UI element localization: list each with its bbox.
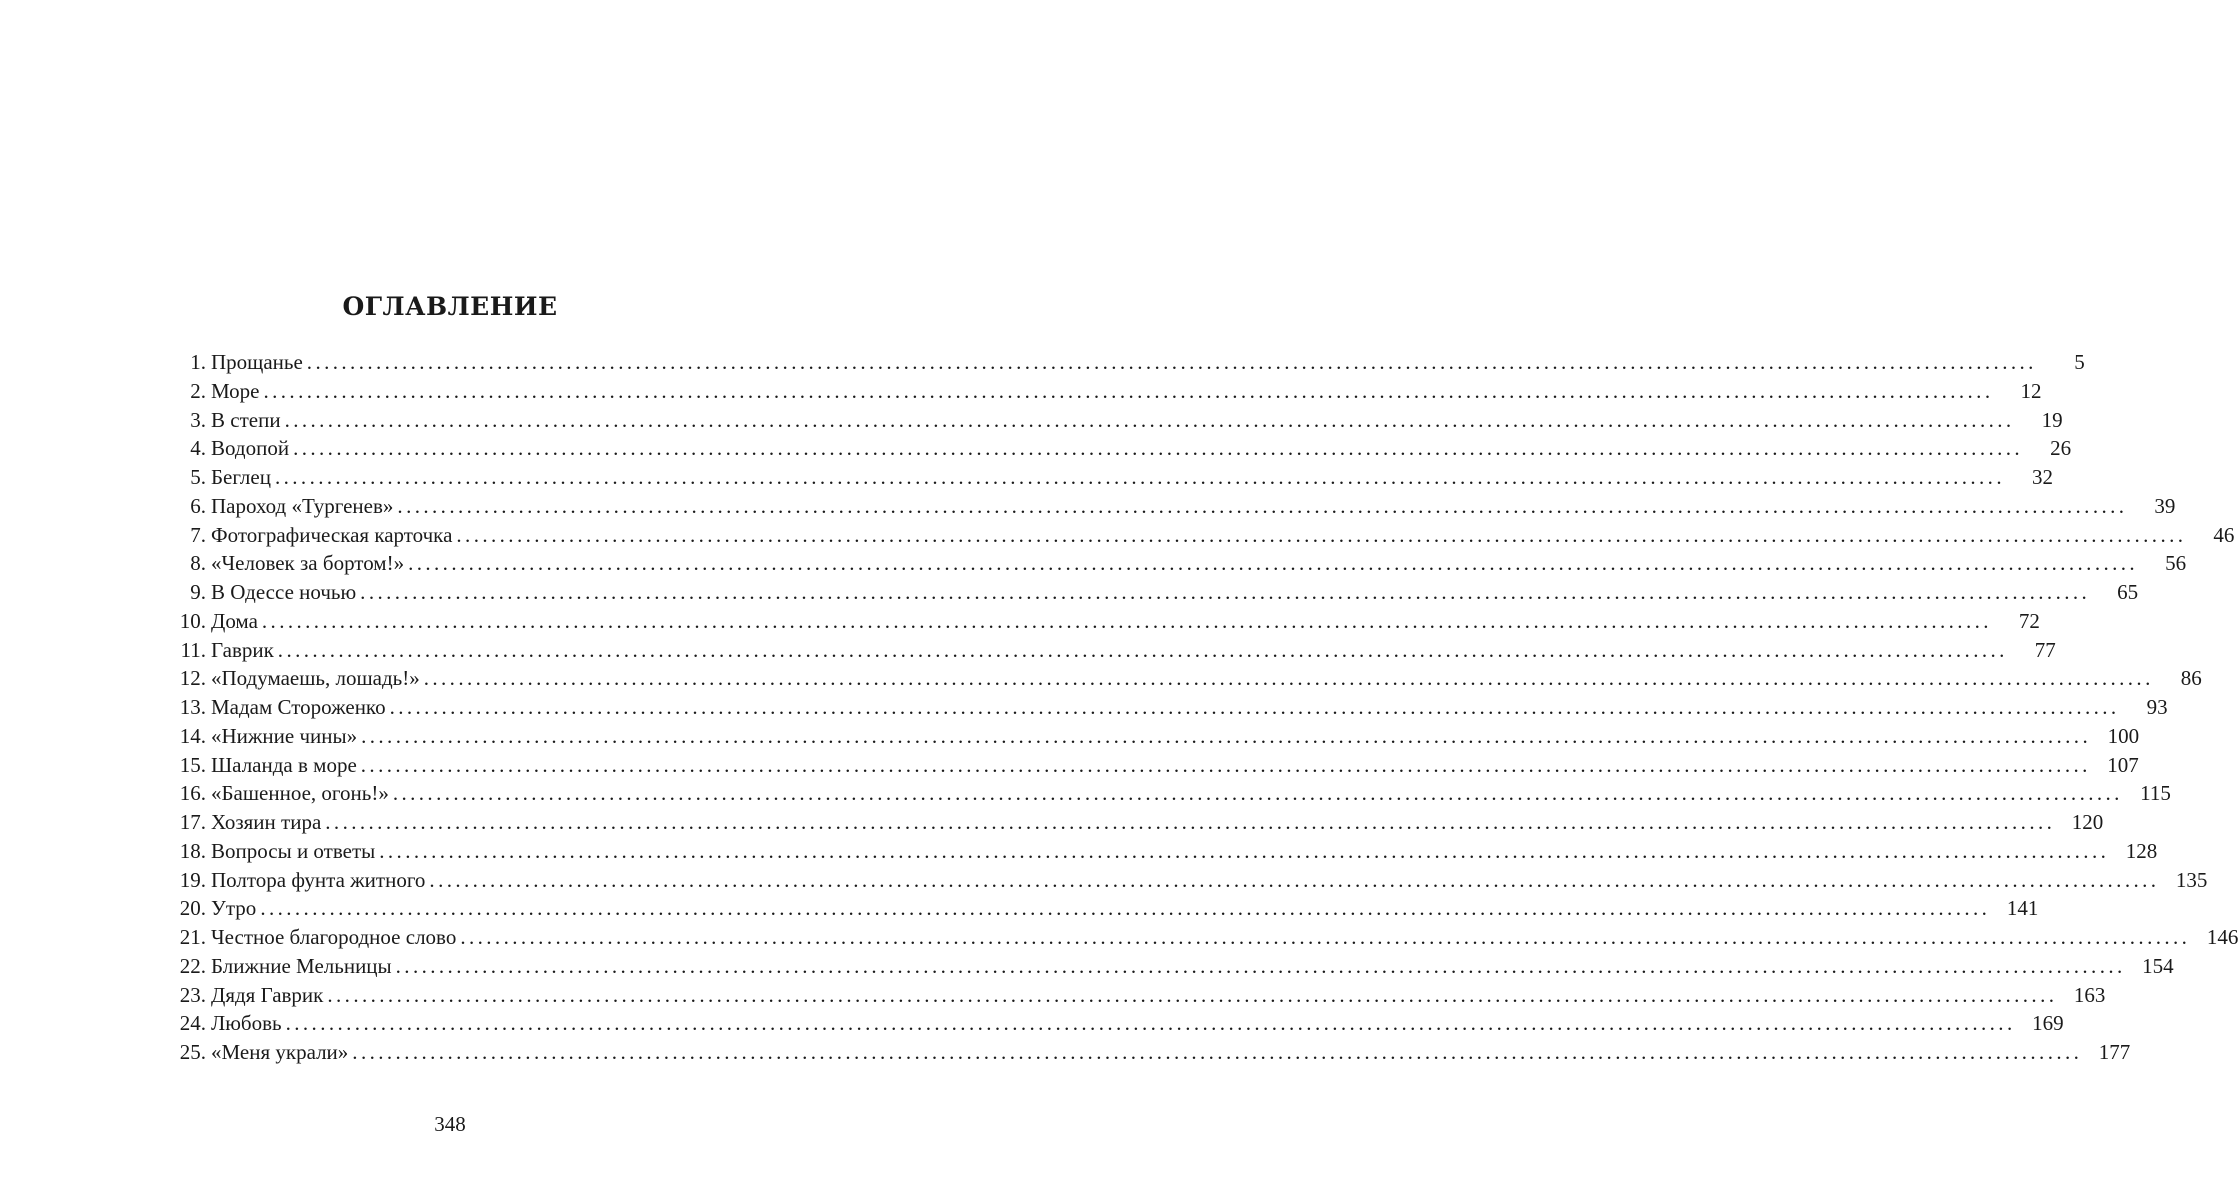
toc-entry-number: 19. xyxy=(179,867,206,892)
dot-leader: ........................................................................................................................................................................................................ xyxy=(293,436,2024,461)
dot-leader: ........................................................................................................................................................................................................ xyxy=(392,781,2123,806)
dot-leader: ........................................................................................................................................................................................................ xyxy=(361,723,2092,748)
dot-leader: ........................................................................................................................................................................................................ xyxy=(460,925,2191,949)
toc-entry-number: 20. xyxy=(179,896,206,921)
dot-leader: ........................................................................................................................................................................................................ xyxy=(260,896,1991,921)
toc-entry-number: 16. xyxy=(179,781,206,806)
toc-entry-page: 128 xyxy=(2125,838,2158,863)
toc-entry-page: 46 xyxy=(2213,522,2235,547)
toc-entry-page: 56 xyxy=(2165,551,2187,576)
toc-entry-title: Вопросы и ответы xyxy=(211,838,376,863)
dot-leader: ........................................................................................................................................................................................................ xyxy=(277,637,2008,662)
toc-entry xyxy=(158,722,2140,751)
toc-entry xyxy=(158,463,2053,492)
toc-entry-number: 12. xyxy=(179,666,206,691)
toc-entry xyxy=(158,693,2168,722)
toc-entry xyxy=(158,952,2174,981)
toc-entry-title: «Подумаешь, лошадь!» xyxy=(211,666,420,691)
toc-entry-page: 39 xyxy=(2154,493,2176,518)
toc-entry-page: 26 xyxy=(2050,436,2072,461)
toc-entry-page: 163 xyxy=(2073,982,2106,1007)
dot-leader: ........................................................................................................................................................................................................ xyxy=(360,580,2091,604)
toc-entry-title: Шаланда в море xyxy=(211,752,357,777)
toc-entry xyxy=(158,1038,2131,1067)
toc-entry-title: В степи xyxy=(211,407,281,432)
toc-entry-title: Дома xyxy=(211,608,258,633)
toc-entry-title: Мадам Стороженко xyxy=(211,695,386,719)
toc-entry-title: «Башенное, огонь!» xyxy=(211,781,389,806)
dot-leader: ........................................................................................................................................................................................................ xyxy=(379,838,2110,863)
toc-entry xyxy=(158,981,2106,1010)
dot-leader: ........................................................................................................................................................................................................ xyxy=(325,810,2056,834)
toc-entry xyxy=(158,1009,2064,1038)
toc-entry-number: 5. xyxy=(190,465,206,489)
dot-leader: ........................................................................................................................................................................................................ xyxy=(284,407,2015,432)
toc-entry-page: 177 xyxy=(2098,1040,2131,1064)
toc-entry-page: 5 xyxy=(2074,350,2085,374)
toc-entry xyxy=(158,808,2104,837)
toc-entry-number: 21. xyxy=(179,925,206,949)
toc-entry-number: 13. xyxy=(179,695,206,719)
dot-leader: ........................................................................................................................................................................................................ xyxy=(360,752,2091,777)
dot-leader: ........................................................................................................................................................................................................ xyxy=(429,867,2160,892)
toc-entry-title: «Человек за бортом!» xyxy=(211,551,405,576)
toc-entry-number: 25. xyxy=(179,1040,206,1064)
table-of-contents xyxy=(158,348,2238,1067)
toc-entry xyxy=(158,779,2171,808)
toc-entry-page: 72 xyxy=(2018,608,2040,633)
toc-entry-page: 32 xyxy=(2031,465,2053,489)
toc-entry-page: 120 xyxy=(2071,810,2104,834)
dot-leader: ........................................................................................................................................................................................................ xyxy=(274,465,2005,489)
toc-entry-title: Хозяин тира xyxy=(211,810,322,834)
toc-entry-number: 6. xyxy=(190,493,206,518)
toc-entry-number: 22. xyxy=(179,953,206,978)
toc-entry-title: Гаврик xyxy=(211,637,274,662)
toc-entry xyxy=(158,549,2187,578)
toc-entry xyxy=(158,894,2039,923)
toc-entry-number: 4. xyxy=(190,436,206,461)
toc-entry xyxy=(158,434,2072,463)
toc-entry-title: Честное благородное слово xyxy=(211,925,457,949)
toc-entry-number: 2. xyxy=(190,378,206,403)
toc-entry-number: 23. xyxy=(179,982,206,1007)
toc-entry-title: Беглец xyxy=(211,465,271,489)
toc-entry xyxy=(158,607,2040,636)
toc-entry xyxy=(158,923,2238,952)
dot-leader: ........................................................................................................................................................................................................ xyxy=(389,695,2120,719)
toc-entry xyxy=(158,837,2158,866)
dot-leader: ........................................................................................................................................................................................................ xyxy=(397,493,2128,518)
dot-leader: ........................................................................................................................................................................................................ xyxy=(306,350,2037,374)
toc-entry-page: 86 xyxy=(2180,666,2202,691)
toc-entry-page: 107 xyxy=(2107,752,2139,777)
toc-entry-title: Прощанье xyxy=(211,350,303,374)
toc-entry xyxy=(158,377,2042,406)
toc-entry xyxy=(158,751,2139,780)
toc-entry-page: 115 xyxy=(2140,781,2171,806)
dot-leader: ........................................................................................................................................................................................................ xyxy=(423,666,2154,691)
dot-leader: ........................................................................................................................................................................................................ xyxy=(327,982,2058,1007)
toc-entry-number: 24. xyxy=(179,1011,206,1036)
toc-entry-number: 3. xyxy=(190,407,206,432)
toc-entry xyxy=(158,406,2063,435)
toc-entry xyxy=(158,578,2139,607)
toc-entry-page: 154 xyxy=(2142,953,2174,978)
toc-entry-page: 100 xyxy=(2107,723,2140,748)
toc-entry-number: 10. xyxy=(179,608,206,633)
toc-entry-page: 77 xyxy=(2034,637,2056,662)
toc-entry-number: 9. xyxy=(190,580,206,604)
toc-entry-number: 11. xyxy=(180,637,206,662)
toc-entry-number: 8. xyxy=(190,551,206,576)
toc-entry-number: 15. xyxy=(179,752,206,777)
dot-leader: ........................................................................................................................................................................................................ xyxy=(263,378,1994,403)
dot-leader: ........................................................................................................................................................................................................ xyxy=(456,522,2187,547)
toc-entry-title: В Одессе ночью xyxy=(211,580,357,604)
toc-entry xyxy=(158,636,2056,665)
toc-entry xyxy=(158,866,2208,895)
toc-entry-page: 93 xyxy=(2146,695,2168,719)
toc-entry-number: 17. xyxy=(179,810,206,834)
toc-entry-page: 65 xyxy=(2117,580,2139,604)
toc-entry-title: Море xyxy=(211,378,260,403)
toc-entry-number: 18. xyxy=(179,838,206,863)
dot-leader: ........................................................................................................................................................................................................ xyxy=(285,1011,2016,1036)
toc-entry-page: 135 xyxy=(2175,867,2208,892)
dot-leader: ........................................................................................................................................................................................................ xyxy=(352,1040,2083,1064)
toc-entry-number: 1. xyxy=(190,350,206,374)
toc-entry xyxy=(158,348,2085,377)
toc-entry xyxy=(158,492,2176,521)
toc-entry-title: Полтора фунта житного xyxy=(211,867,426,892)
toc-entry-page: 146 xyxy=(2206,925,2238,949)
toc-entry-title: Дядя Гаврик xyxy=(211,982,324,1007)
toc-entry xyxy=(158,521,2235,550)
toc-entry-title: Фотографическая карточка xyxy=(211,522,453,547)
toc-entry-title: Любовь xyxy=(211,1011,282,1036)
toc-entry-page: 12 xyxy=(2020,378,2042,403)
toc-entry-title: Пароход «Тургенев» xyxy=(211,493,394,518)
dot-leader: ........................................................................................................................................................................................................ xyxy=(408,551,2139,576)
toc-entry-title: «Нижние чины» xyxy=(211,723,358,748)
toc-entry-page: 19 xyxy=(2041,407,2063,432)
toc-entry-title: Утро xyxy=(211,896,257,921)
toc-entry-title: Водопой xyxy=(211,436,290,461)
dot-leader: ........................................................................................................................................................................................................ xyxy=(395,953,2126,978)
toc-entry-page: 169 xyxy=(2032,1011,2064,1036)
toc-entry-number: 14. xyxy=(179,723,206,748)
toc-entry xyxy=(158,664,2202,693)
toc-entry-title: «Меня украли» xyxy=(211,1040,349,1064)
page-title: ОГЛАВЛЕНИЕ xyxy=(342,292,558,321)
toc-entry-page: 141 xyxy=(2006,896,2039,921)
page-number: 348 xyxy=(434,1112,466,1136)
toc-entry-number: 7. xyxy=(190,522,206,547)
toc-entry-title: Ближние Мельницы xyxy=(211,953,392,978)
dot-leader: ........................................................................................................................................................................................................ xyxy=(261,608,1992,633)
